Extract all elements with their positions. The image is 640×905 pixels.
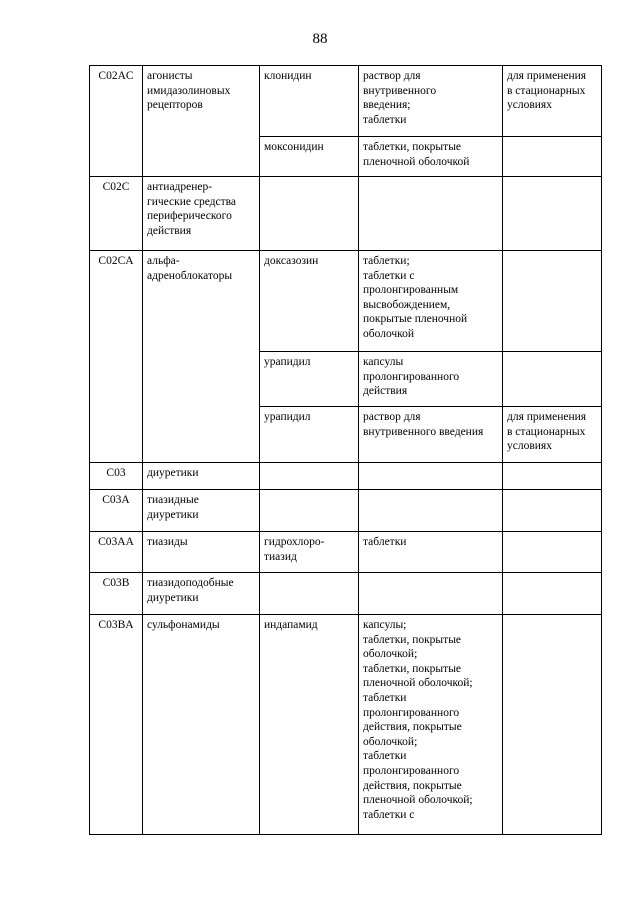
table-row [90,177,602,251]
dosage-form-cell: раствор для внутривенного введения; таблетки [359,66,503,137]
note-cell [503,177,602,251]
dosage-form-cell: таблетки [359,532,503,573]
drug-name-cell: гидрохлоро- тиазид [260,532,359,573]
note-cell [503,251,602,352]
group-cell: диуретики [143,463,260,490]
atc-code-cell: C02C [90,177,143,251]
group-cell: антиадренер- гические средства периферического действия [143,177,260,251]
atc-code-cell: C03AA [90,532,143,573]
drug-name-cell: индапамид [260,615,359,835]
note-cell [503,532,602,573]
dosage-form-cell [359,490,503,532]
dosage-form-cell [359,463,503,490]
group-cell: тиазиды [143,532,260,573]
drug-name-cell [260,490,359,532]
dosage-form-cell: капсулы; таблетки, покрытые оболочкой; таблетки, покрытые пленочной оболочкой; таблетки пролонгированного действия, покрытые оболочкой; таблетки пролонгированного действия, покрытые пленочной оболочкой; таблетки с [359,615,503,835]
note-cell [503,573,602,615]
dosage-form-cell [359,573,503,615]
atc-code-cell: C02CA [90,251,143,463]
note-cell [503,615,602,835]
table-row [90,615,602,835]
group-cell: сульфонамиды [143,615,260,835]
table-row [90,463,602,490]
drug-name-cell [260,573,359,615]
table-row [90,251,602,352]
group-cell: тиазидные диуретики [143,490,260,532]
drug-name-cell: клонидин [260,66,359,137]
dosage-form-cell: таблетки; таблетки с пролонгированным высвобождением, покрытые пленочной оболочкой [359,251,503,352]
table-row [90,66,602,137]
atc-code-cell: C03A [90,490,143,532]
note-cell [503,463,602,490]
atc-code-cell: C03 [90,463,143,490]
drug-name-cell: урапидил [260,352,359,407]
drug-name-cell: моксонидин [260,137,359,177]
dosage-form-cell: раствор для внутривенного введения [359,407,503,463]
note-cell: для применения в стационарных условиях [503,407,602,463]
atc-code-cell: C03B [90,573,143,615]
drug-name-cell: урапидил [260,407,359,463]
page-number: 88 [312,31,328,47]
table-row [90,573,602,615]
group-cell: альфа- адреноблокаторы [143,251,260,463]
drug-name-cell: доксазозин [260,251,359,352]
dosage-form-cell [359,177,503,251]
drug-name-cell [260,177,359,251]
group-cell: тиазидоподобные диуретики [143,573,260,615]
atc-code-cell: C02AC [90,66,143,177]
note-cell [503,137,602,177]
note-cell: для применения в стационарных условиях [503,66,602,137]
dosage-form-cell: капсулы пролонгированного действия [359,352,503,407]
table-row [90,490,602,532]
drug-table [89,65,602,835]
note-cell [503,352,602,407]
table-row [90,532,602,573]
atc-code-cell: C03BA [90,615,143,835]
group-cell: агонисты имидазолиновых рецепторов [143,66,260,177]
note-cell [503,490,602,532]
drug-name-cell [260,463,359,490]
dosage-form-cell: таблетки, покрытые пленочной оболочкой [359,137,503,177]
